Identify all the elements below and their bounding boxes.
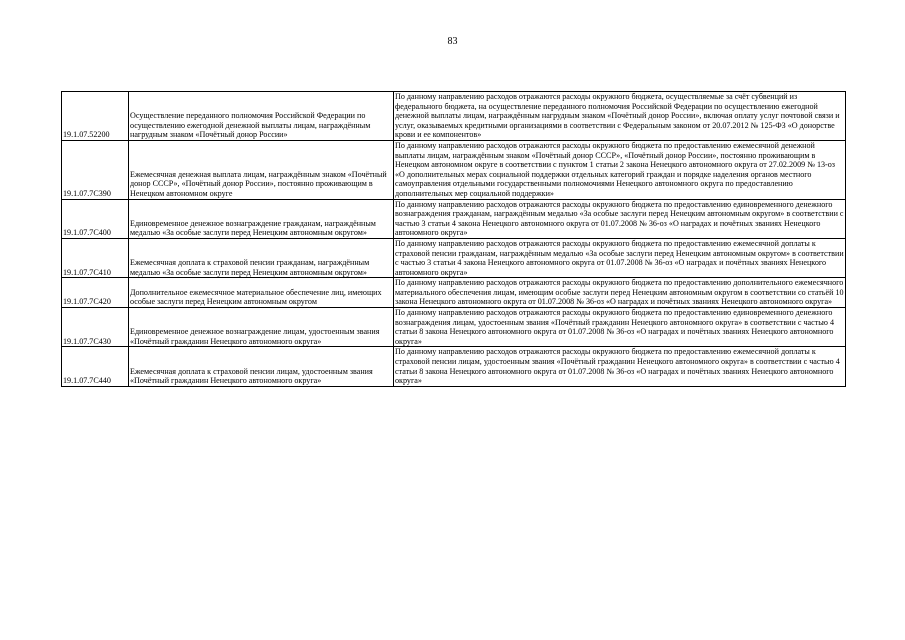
table-row bbox=[62, 308, 846, 347]
expense-name-cell: Единовременное денежное вознаграждение лицам, удостоенным звания «Почётный гражданин Ненецкого автономного округа» bbox=[129, 308, 394, 347]
table-row bbox=[62, 92, 846, 141]
expense-name-cell: Ежемесячная денежная выплата лицам, награждённым знаком «Почётный донор СССР», «Почётный донор России», постоянно проживающим в Ненецком автономном округе bbox=[129, 140, 394, 199]
expense-code-cell: 19.1.07.7С430 bbox=[62, 308, 129, 347]
table-row bbox=[62, 347, 846, 386]
table-row bbox=[62, 140, 846, 199]
expense-code-cell: 19.1.07.7С400 bbox=[62, 199, 129, 238]
table-row bbox=[62, 278, 846, 308]
expense-description-cell: По данному направлению расходов отражаются расходы окружного бюджета по предоставлению ежемесячной доплаты к страховой пенсии лицам, удостоенным звания «Почётный гражданин Ненецкого автономного округа» в соответствии с частью 4 статьи 8 закона Ненецкого автономного округа от 01.07.2008 № 36-оз «О наградах и почётных званиях Ненецкого автономного округа» bbox=[394, 347, 846, 386]
page-number: 83 bbox=[447, 36, 458, 47]
budget-codes-table bbox=[61, 91, 846, 387]
expense-code-cell: 19.1.07.7С420 bbox=[62, 278, 129, 308]
expense-description-cell: По данному направлению расходов отражаются расходы окружного бюджета по предоставлению единовременного денежного вознаграждения гражданам, награждённым медалью «За особые заслуги перед Ненецким автономным округом» в соответствии с частью 3 статьи 4 закона Ненецкого автономного округа от 01.07.2008 № 36-оз «О наградах и почётных званиях Ненецкого автономного округа» bbox=[395, 199, 844, 238]
expense-code-cell: 19.1.07.7С390 bbox=[62, 140, 129, 199]
expense-code-cell: 19.1.07.7С410 bbox=[62, 238, 129, 277]
table-row bbox=[62, 238, 846, 277]
expense-description-cell: По данному направлению расходов отражаются расходы окружного бюджета, осуществляемые за счёт субвенций из федерального бюджета, на осуществление переданного полномочия Российской Федерации по осуществлению ежегодной денежной выплаты лицам, награждённым нагрудным знаком «Почётный донор России», включая оплату услуг почтовой связи и услуг, оказываемых кредитными организациями в соответствии с Федеральным законом от 20.07.2012 № 125-ФЗ «О донорстве крови и ее компонентов» bbox=[394, 92, 846, 141]
expense-name-cell: Дополнительное ежемесячное материальное обеспечение лиц, имеющих особые заслуги перед Ненецким автономным округом bbox=[129, 278, 394, 308]
expense-name-cell: Ежемесячная доплата к страховой пенсии лицам, удостоенным звания «Почётный гражданин Ненецкого автономного округа» bbox=[129, 347, 394, 386]
expense-description-cell: По данному направлению расходов отражаются расходы окружного бюджета по предоставлению ежемесячной доплаты к страховой пенсии гражданам, награждённым медалью «За особые заслуги перед Ненецким автономным округом» в соответствии с частью 3 статьи 4 закона Ненецкого автономного округа от 01.07.2008 № 36-оз «О наградах и почётных званиях Ненецкого автономного округа» bbox=[395, 238, 844, 277]
expense-description-cell: По данному направлению расходов отражаются расходы окружного бюджета по предоставлению дополнительного ежемесячного материального обеспечения лицам, имеющим особые заслуги перед Ненецким автономным округом в соответствии со статьёй 10 закона Ненецкого автономного округа от 01.07.2008 № 36-оз «О наградах и почётных званиях Ненецкого автономного округа» bbox=[395, 278, 844, 307]
expense-description-cell: По данному направлению расходов отражаются расходы окружного бюджета по предоставлению ежемесячной денежной выплаты лицам, награждённым знаком «Почётный донор СССР», «Почётный донор России», постоянно проживающим в Ненецком автономном округе в соответствии с пунктом 1 статьи 2 закона Ненецкого автономного округа от 27.02.2009 № 13-оз «О дополнительных мерах социальной поддержки отдельных категорий граждан и порядке наделения органов местного самоуправления отдельными государственными полномочиями Ненецкого автономного округа по предоставлению дополнительных мер социальной поддержки» bbox=[394, 140, 846, 199]
expense-name-cell: Единовременное денежное вознаграждение гражданам, награждённым медалью «За особые заслуги перед Ненецким автономным округом» bbox=[129, 199, 394, 238]
expense-name-cell: Осуществление переданного полномочия Российской Федерации по осуществлению ежегодной денежной выплаты лицам, награждённым нагрудным знаком «Почётный донор России» bbox=[129, 92, 394, 141]
expense-name-cell: Ежемесячная доплата к страховой пенсии гражданам, награждённым медалью «За особые заслуги перед Ненецким автономным округом» bbox=[129, 238, 394, 277]
table-row bbox=[62, 199, 846, 238]
expense-description-cell: По данному направлению расходов отражаются расходы окружного бюджета по предоставлению единовременного денежного вознаграждения лицам, удостоенным звания «Почётный гражданин Ненецкого автономного округа» в соответствии с частью 4 статьи 8 закона Ненецкого автономного округа от 01.07.2008 № 36-оз «О наградах и почётных званиях Ненецкого автономного округа» bbox=[394, 308, 846, 347]
expense-code-cell: 19.1.07.52200 bbox=[62, 92, 129, 141]
expense-code-cell: 19.1.07.7С440 bbox=[62, 347, 129, 386]
